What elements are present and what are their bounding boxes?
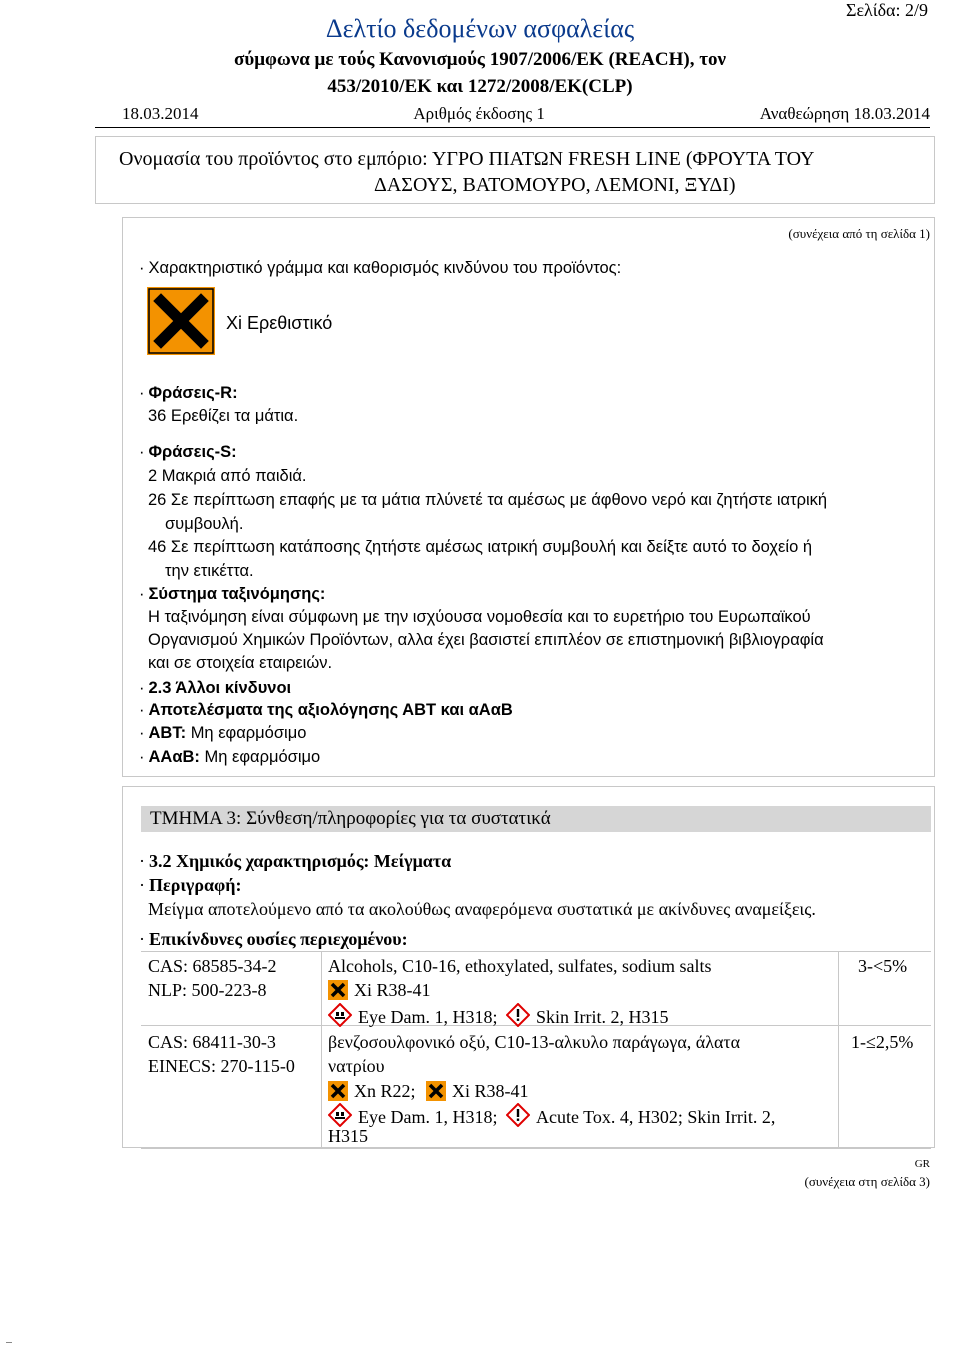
substance-1-nlp: NLP: 500-223-8 [148,980,267,1000]
s-phrase-26: 26 Σε περίπτωση επαφής με τα μάτια πλύνετέ τα αμέσως με άφθονο νερό και ζητήστε ιατρική [148,491,828,509]
hazardous-substances-heading: · Επικίνδυνες ουσίες περιεχομένου: [139,929,408,949]
substance-2-einecs: EINECS: 270-115-0 [148,1056,295,1076]
product-name-2: ΔΑΣΟΥΣ, ΒΑΤΟΜΟΥΡΟ, ΛΕΜΟΝΙ, ΞΥΔΙ) [374,174,736,196]
product-name [119,146,889,198]
s-phrases-heading: · Φράσεις-S: [139,443,237,461]
hazard-symbol-heading: · Χαρακτηριστικό γράμμα και καθορισμός κινδύνου του προϊόντος: [139,259,622,277]
classification-text-1: Η ταξινόμηση είναι σύμφωνη με την ισχύουσα νομοθεσία και το ευρετήριο του Ευρωπαϊκού [148,608,811,626]
substance-2-clp-cont: H315 [328,1126,368,1146]
s-phrase-26-cont: συμβουλή. [165,515,244,533]
continued-to: (συνέχεια στη σελίδα 3) [804,1174,930,1189]
corner-mark [6,1342,12,1343]
s-phrase-46: 46 Σε περίπτωση κατάποσης ζητήστε αμέσως ιατρική συμβουλή και δείξτε αυτό το δοχείο ή [148,538,813,556]
substance-2-name-cont: νατρίου [328,1056,385,1076]
product-label: Ονομασία του προϊόντος στο εμπόριο: [119,148,428,170]
description-heading: · Περιγραφή: [139,875,242,895]
substance-2-cas: CAS: 68411-30-3 [148,1032,276,1052]
s-phrase-46-cont: την ετικέττα. [165,562,254,580]
table-col-line-2 [838,951,839,1147]
version-number: Αριθμός έκδοσης 1 [413,104,545,123]
xi-icon [328,980,348,1000]
substance-1-concentration: 3-<5% [858,956,908,976]
section3-banner: ΤΜΗΜΑ 3: Σύνθεση/πληροφορίες για τα συστατικά [141,806,931,832]
classification-text-3: και σε στοιχεία εταιρειών. [148,654,333,672]
subtitle-line-2: 453/2010/ΕΚ και 1272/2008/ΕΚ(CLP) [327,76,633,97]
xi-icon [426,1081,446,1101]
substance-2-clp: Eye Dam. 1, H318; Acute Tox. 4, H302; Skin Irrit. 2, [328,1103,775,1129]
xi-irritant-icon [147,287,215,355]
subtitle-line-1: σύμφωνα με τούς Κανονισμούς 1907/2006/ΕΚ (REACH), τον [234,49,726,70]
symbol-label: Xi Ερεθιστικό [226,313,333,333]
ghs07-exclamation-icon [506,1103,530,1127]
s-phrase-2: 2 Μακριά από παιδιά. [148,467,307,485]
document-subtitle [0,46,960,100]
substance-2-dsd: Xn R22; Xi R38-41 [328,1079,529,1103]
pbt-row: · ΑΒΤ: Μη εφαρμόσιμο [139,724,307,742]
ghs07-exclamation-icon [506,1003,530,1027]
continued-from: (συνέχεια από τη σελίδα 1) [788,226,930,241]
meta-row [122,104,930,124]
table-col-line-1 [321,951,322,1147]
classification-heading: · Σύστημα ταξινόμησης: [139,585,326,603]
language-code: GR [914,1158,930,1170]
vpvb-row: · ΑΑαΒ: Μη εφαρμόσιμο [139,748,321,766]
product-name-1: ΥΓΡΟ ΠΙΑΤΩΝ FRESH LINE (ΦΡΟΥΤΑ ΤΟΥ [431,148,815,170]
other-hazards-heading: · 2.3 Άλλοι κίνδυνοι [139,679,292,697]
classification-text-2: Οργανισμού Χημικών Προϊόντων, αλλα έχει βασιστεί επιπλέον σε επιστημονική βιβλιογραφία [148,631,824,649]
header-divider [95,127,930,128]
r-phrases-heading: · Φράσεις-R: [139,384,238,402]
r-phrase-36: 36 Ερεθίζει τα μάτια. [148,407,299,425]
ghs05-corrosion-icon [328,1003,352,1027]
substance-1-cas: CAS: 68585-34-2 [148,956,277,976]
substance-1-dsd: Xi R38-41 [328,978,431,1002]
substance-1-name: Alcohols, C10-16, ethoxylated, sulfates, sodium salts [328,956,712,976]
page-number: Σελίδα: 2/9 [845,0,928,20]
xn-icon [328,1081,348,1101]
description-text: Μείγμα αποτελούμενο από τα ακολούθως αναφερόμενα συστατικά με ακίνδυνες αναμείξεις. [148,899,816,919]
chemical-characterization: · 3.2 Χημικός χαρακτηρισμός: Μείγματα [139,851,452,871]
document-title: Δελτίο δεδομένων ασφαλείας [325,14,635,43]
pbt-heading: · Αποτελέσματα της αξιολόγησης ΑΒΤ και αΑαΒ [139,701,513,719]
substance-2-concentration: 1-≤2,5% [851,1032,914,1052]
revision-date: Αναθεώρηση 18.03.2014 [759,104,930,123]
substance-1-clp: Eye Dam. 1, H318; Skin Irrit. 2, H315 [328,1003,668,1029]
substance-2-name: βενζοσουλφονικό οξύ, C10-13-αλκυλο παράγωγα, άλατα [328,1032,741,1052]
print-date: 18.03.2014 [122,104,199,123]
